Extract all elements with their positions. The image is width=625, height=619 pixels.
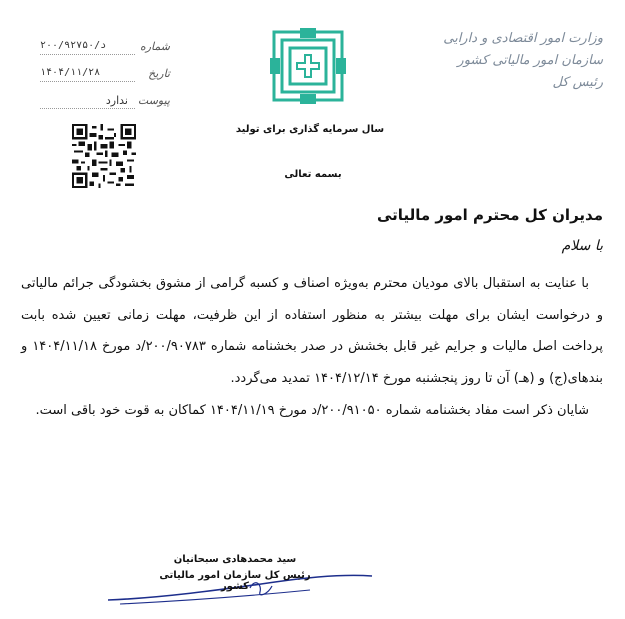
greeting: با سلام <box>561 238 603 254</box>
number-value: ۲۰۰/۹۲۷۵۰/د <box>40 40 107 51</box>
letter-date <box>40 67 170 85</box>
body-paragraph: شایان ذکر است مفاد بخشنامه شماره ۲۰۰/۹۱۰۵۰/د مورخ ۱۴۰۴/۱۱/۱۹ کماکان به قوت خود باقی است. <box>35 403 589 418</box>
ministry-name: وزارت امور اقتصادی و دارایی <box>443 31 603 46</box>
date-value: ۱۴۰۴/۱۱/۲۸ <box>40 67 101 78</box>
date-underline <box>40 81 135 82</box>
signatory-title: رئیس کل سازمان امور مالیاتی کشور <box>159 570 311 592</box>
office-name: رئیس کل <box>552 75 603 90</box>
organization-name: سازمان امور مالیاتی کشور <box>457 53 603 68</box>
letter-body <box>21 268 603 427</box>
basmala: بسمه تعالی <box>284 169 342 180</box>
attachment-value: ندارد <box>105 94 128 107</box>
year-slogan: سال سرمایه گذاری برای تولید <box>235 124 385 135</box>
qr-code-icon <box>72 124 136 188</box>
number-label: شماره <box>139 40 170 53</box>
letter-number <box>40 40 170 58</box>
date-label: تاریخ <box>148 67 170 80</box>
letterhead <box>433 28 603 94</box>
attachment-label: پیوست <box>137 94 170 107</box>
organization-logo-icon <box>270 28 346 104</box>
letter-attachment <box>40 94 170 112</box>
number-underline <box>40 54 135 55</box>
body-paragraph: با عنایت به استقبال بالای مودیان محترم به‌ویژه اصناف و کسبه گرامی از مشوق بخشودگی جرائم مالیاتی و درخواست ایشان برای مهلت بیشتر به منظور استفاده از این ظرفیت، مهلت زمانی تعیین شده بابت پرداخت اصل مالیات و جرایم غیر قابل بخشش در صدر بخشنامه شماره ۲۰۰/۹۰۷۸۳/د مورخ ۱۴۰۴/۱۱/۱۸ و بندهای(ج) و (هـ) آن تا روز پنجشنبه مورخ ۱۴۰۴/۱۲/۱۴ تمدید می‌گردد. <box>21 276 603 386</box>
attachment-underline <box>40 108 135 109</box>
signatory-name: سید محمدهادی سبحانیان <box>173 554 297 565</box>
addressee: مدیران کل محترم امور مالیاتی <box>377 206 603 224</box>
